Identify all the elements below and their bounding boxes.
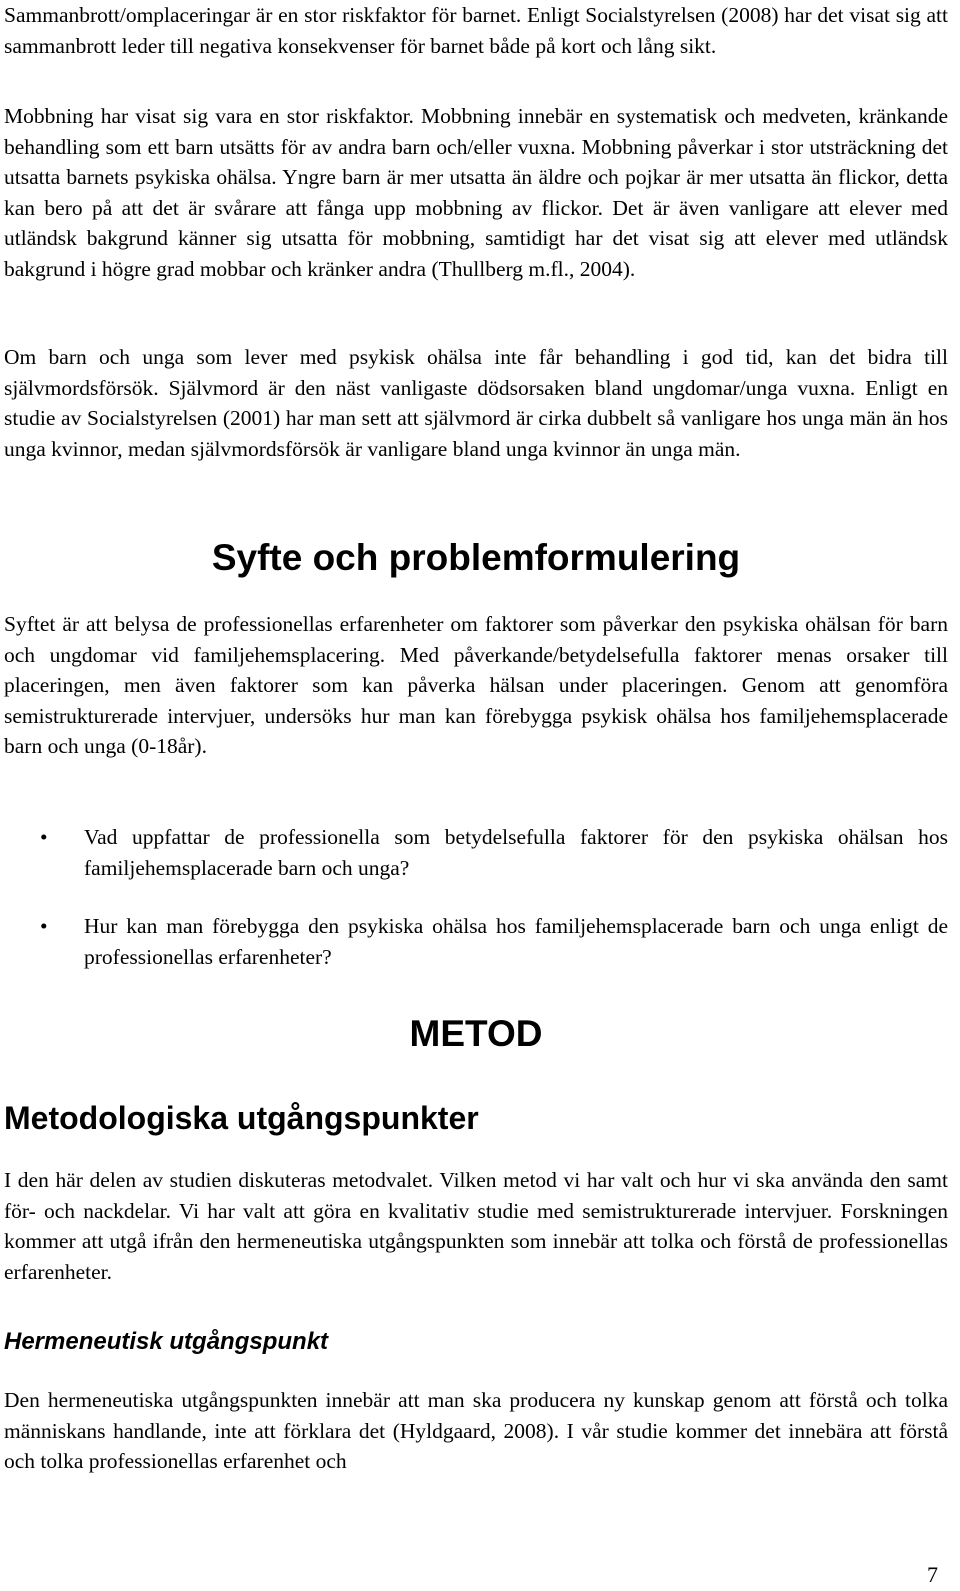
bullet-item-2 (4, 911, 948, 972)
heading-metod: METOD (409, 1013, 543, 1054)
page-number: 7 (927, 1562, 938, 1587)
bullet-text-1: Vad uppfattar de professionella som betydelsefulla faktorer för den psykiska ohälsan hos familjehemsplacerade barn och unga? (84, 825, 948, 880)
paragraph-syfte: Syftet är att belysa de professionellas erfarenheter om faktorer som påverkar den psykiska ohälsan för barn och ungdomar vid familjehemsplacering. Med påverkande/betydelsefulla faktorer menas orsaker till placeringen, men även faktorer som kan påverka hälsan under placeringen. Genom att genomföra semistrukturerade intervjuer, undersöks hur man kan förebygga psykisk ohälsa hos familjehemsplacerade barn och unga (0-18år). (4, 612, 948, 759)
heading-syfte: Syfte och problemformulering (211, 537, 741, 578)
paragraph-hermeneutisk: Den hermeneutiska utgångspunkten innebär att man ska producera ny kunskap genom att förstå och tolka människans handlande, inte att förklara det (Hyldgaard, 2008). I vår studie kommer det innebära att förstå och tolka professionellas erfarenhet och (4, 1388, 948, 1474)
paragraph-sammanbrott: Sammanbrott/omplaceringar är en stor riskfaktor för barnet. Enligt Socialstyrelsen (2008) har det visat sig att sammanbrott leder till negativa konsekvenser för barnet både på kort och lång sikt. (4, 3, 948, 58)
heading-hermeneutisk: Hermeneutisk utgångspunkt (4, 1328, 329, 1355)
paragraph-metodval: I den här delen av studien diskuteras metodvalet. Vilken metod vi har valt och hur vi ska använda den samt för- och nackdelar. Vi har valt att göra en kvalitativ studie med semistrukturerade intervjuer. Forskningen kommer att utgå ifrån den hermeneutiska utgångspunkten som innebär att tolka och förstå de professionellas erfarenheter. (4, 1168, 948, 1284)
bullet-item-1 (4, 822, 948, 883)
bullet-icon: • (40, 914, 48, 938)
paragraph-sjalvmord: Om barn och unga som lever med psykisk ohälsa inte får behandling i god tid, kan det bidra till självmordsförsök. Självmord är den näst vanligaste dödsorsaken bland ungdomar/unga vuxna. Enligt en studie av Socialstyrelsen (2001) har man sett att självmord är cirka dubbelt så vanligare hos unga män än hos unga kvinnor, medan självmordsförsök är vanligare bland unga kvinnor än unga män. (4, 345, 948, 461)
bullet-text-2: Hur kan man förebygga den psykiska ohälsa hos familjehemsplacerade barn och unga enligt de professionellas erfarenheter? (84, 914, 948, 969)
heading-metodologiska: Metodologiska utgångspunkter (4, 1100, 479, 1136)
paragraph-mobbning: Mobbning har visat sig vara en stor riskfaktor. Mobbning innebär en systematisk och medveten, kränkande behandling som ett barn utsätts för av andra barn och/eller vuxna. Mobbning påverkar i stor utsträckning det utsatta barnets psykiska ohälsa. Yngre barn är mer utsatta än äldre och pojkar är mer utsatta än flickor, detta kan bero på att det är svårare att fånga upp mobbning av flickor. Det är även vanligare att elever med utländsk bakgrund känner sig utsatta för mobbning, samtidigt har det visat sig att elever med utländsk bakgrund i högre grad mobbar och kränker andra (Thullberg m.fl., 2004). (4, 104, 948, 281)
bullet-icon: • (40, 825, 48, 849)
